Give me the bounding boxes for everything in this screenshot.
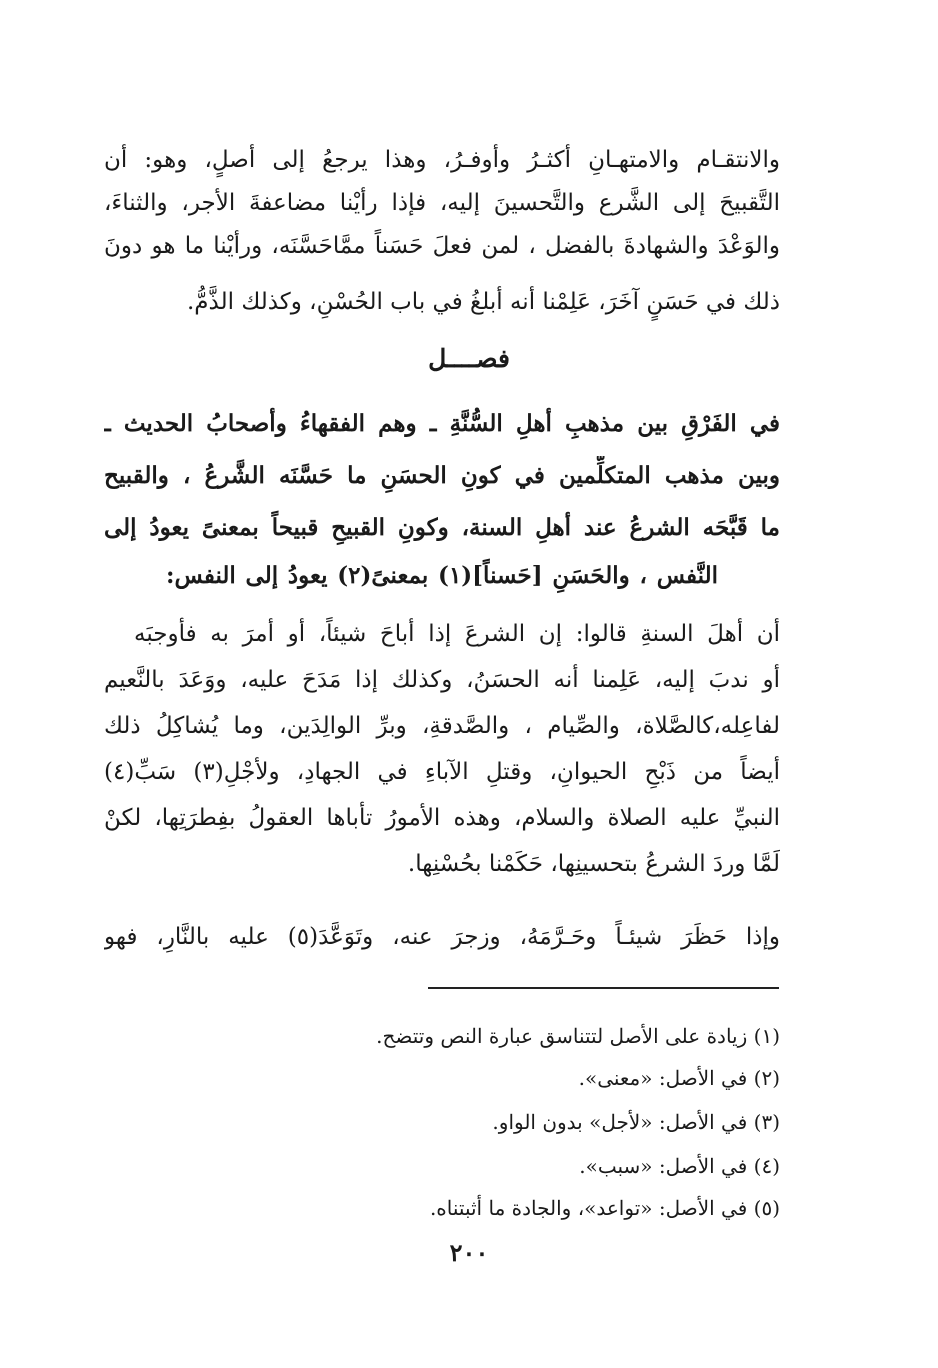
text-line: والانتقـام والامتهـانِ أكثـرُ وأوفـرُ، وهذا يرجعُ إلى أصلٍ، وهو: أن <box>104 147 780 173</box>
text-line: أن أهلَ السنةِ قالوا: إن الشرعَ إذا أباحَ شيئاً، أو أمرَ به فأوجبَه <box>134 621 780 647</box>
text-line: وإذا حَظَرَ شيئـاً وحَـرَّمَهُ، وزجرَ عنه، وتَوَعَّدَ(٥) عليه بالنَّارِ، فهو <box>104 924 780 950</box>
text-line: أيضاً من ذَبْحِ الحيوانِ، وقتلِ الآباءِ في الجهادِ، ولأجْلِ(٣) سَبِّ(٤) <box>104 759 780 785</box>
text-line: لَمَّا وردَ الشرعُ بتحسينِها، حَكَمْنا بحُسْنِها. <box>407 851 780 877</box>
text-line: النَّفس ، والحَسَنِ [حَسناً](١) بمعنىً(٢) يعودُ إلى النفس: <box>166 562 718 589</box>
text-line: والوَعْدَ والشهادةَ بالفضل ، لمن فعلَ حَسَناً ممَّاحَسَّنَه، ورأيْنا ما هو دونَ <box>104 233 780 259</box>
text-line: أو ندبَ إليه، عَلِمنا أنه الحسَنُ، وكذلك إذا مَدَحَ عليه، ووَعَدَ بالنَّعيم <box>104 667 780 693</box>
footnote: (٣) في الأصل: «لأجل» بدون الواو. <box>492 1110 780 1134</box>
footnote: (١) زيادة على الأصل لتتناسق عبارة النص وتتضح. <box>376 1024 780 1048</box>
text-line: ذلك في حَسَنٍ آخَرَ، عَلِمْنا أنه أبلغُ في باب الحُسْنِ، وكذلك الذَّمُّ. <box>186 289 780 315</box>
text-line: في الفَرْقِ بين مذهبِ أهلِ السُّنَّةِ ـ وهم الفقهاءُ وأصحابُ الحديث ـ <box>104 410 780 437</box>
footnote: (٢) في الأصل: «معنى». <box>578 1066 780 1090</box>
footnote: (٤) في الأصل: «سبب». <box>579 1154 780 1178</box>
text-line: التَّقبيحَ إلى الشَّرع والتَّحسينَ إليه، فإذا رأيْنا مضاعفةَ الأجر، والثناءَ، <box>104 190 780 216</box>
text-line: ما قَبَّحَه الشرعُ عند أهلِ السنة، وكونِ القبيحِ قبيحاً بمعنىً يعودُ إلى <box>104 514 780 541</box>
section-heading: فصــــل <box>428 344 510 373</box>
page-number: ٢٠٠ <box>449 1238 489 1267</box>
text-line: وبين مذهب المتكلِّمين في كونِ الحسَنِ ما حَسَّنَه الشَّرعُ ، والقبيح <box>104 462 780 489</box>
footnote: (٥) في الأصل: «تواعد»، والجادة ما أثبتناه. <box>429 1196 780 1220</box>
text-line: النبيِّ عليه الصلاة والسلام، وهذه الأمورُ تأباها العقولُ بفِطرَتِها، لكنْ <box>104 805 780 831</box>
text-line: لفاعِله،كالصَّلاة، والصِّيام ، والصَّدقةِ، وبرِّ الوالِدَين، وما يُشاكِلُ ذلك <box>104 713 780 739</box>
footnote-separator <box>428 987 779 989</box>
